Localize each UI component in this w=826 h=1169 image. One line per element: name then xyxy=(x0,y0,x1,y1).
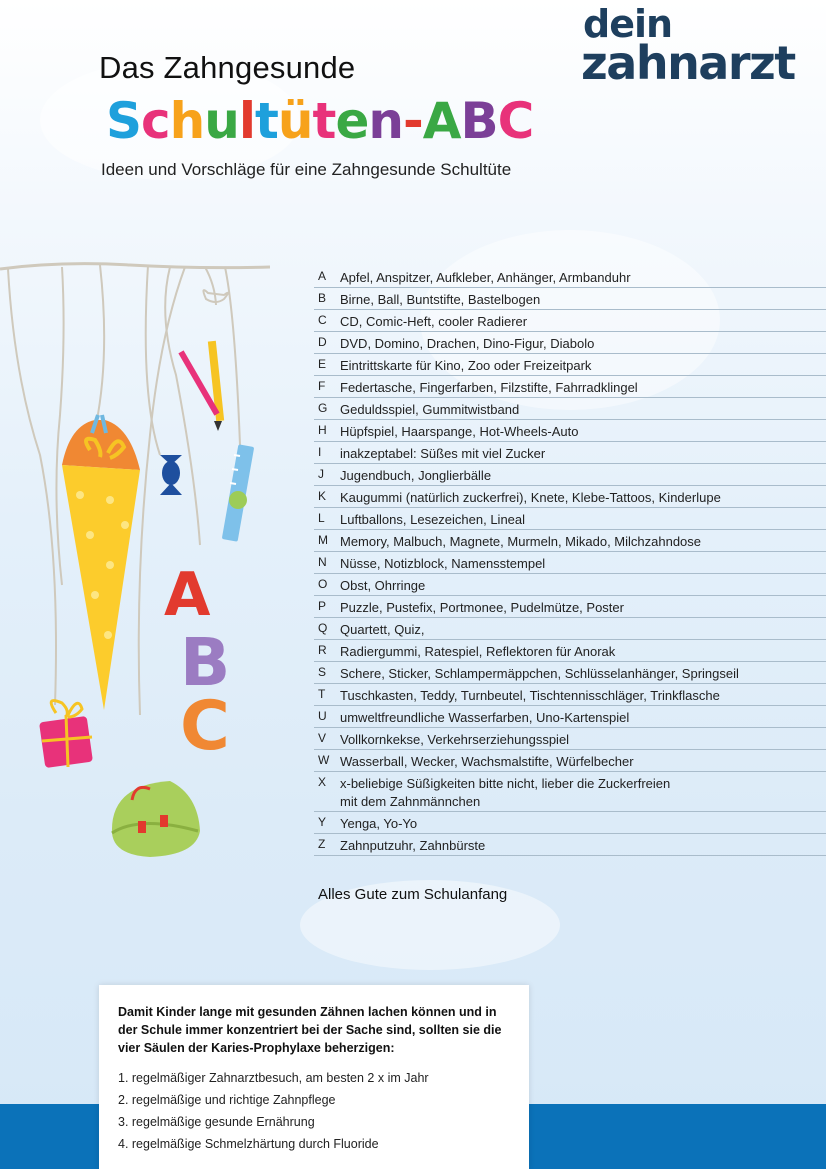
abc-text-line: Tuschkasten, Teddy, Turnbeutel, Tischtennisschläger, Trinkflasche xyxy=(340,688,720,703)
abc-row xyxy=(314,288,826,310)
title-letter: S xyxy=(106,92,142,150)
title-letter: l xyxy=(238,92,256,150)
abc-text-line: Kaugummi (natürlich zuckerfrei), Knete, Klebe-Tattoos, Kinderlupe xyxy=(340,490,721,505)
abc-text-line: Hüpfspiel, Haarspange, Hot-Wheels-Auto xyxy=(340,424,579,439)
title-letter: t xyxy=(255,92,278,150)
abc-text-line: Puzzle, Pustefix, Portmonee, Pudelmütze, Poster xyxy=(340,600,624,615)
abc-letter: P xyxy=(318,599,327,613)
prophylaxis-list xyxy=(118,1067,509,1155)
info-box xyxy=(99,985,529,1169)
abc-row xyxy=(314,834,826,856)
abc-row xyxy=(314,684,826,706)
abc-letter: W xyxy=(318,753,330,767)
deco-letter-c: C xyxy=(180,687,230,766)
abc-text xyxy=(340,555,826,573)
abc-row xyxy=(314,508,826,530)
prophylaxis-item: 1. regelmäßiger Zahnarztbesuch, am besten 2 x im Jahr xyxy=(118,1071,429,1085)
abc-letter: G xyxy=(318,401,328,415)
abc-letter: K xyxy=(318,489,327,503)
title-letter: C xyxy=(497,92,534,150)
abc-text xyxy=(340,599,826,617)
abc-letter: E xyxy=(318,357,327,371)
logo-line1: dein xyxy=(583,2,673,46)
abc-text xyxy=(340,837,826,855)
abc-text xyxy=(340,511,826,529)
abc-letter: T xyxy=(318,687,326,701)
abc-letter: O xyxy=(318,577,328,591)
abc-row xyxy=(314,420,826,442)
abc-letter: S xyxy=(318,665,327,679)
abc-text xyxy=(340,775,826,811)
candy-icon xyxy=(160,455,182,495)
abc-text-line: x-beliebige Süßigkeiten bitte nicht, lieber die Zuckerfreien xyxy=(340,776,671,791)
abc-letter: R xyxy=(318,643,327,657)
abc-text xyxy=(340,423,826,441)
title-letter: t xyxy=(312,92,336,150)
abc-text-line: Vollkornkekse, Verkehrserziehungsspiel xyxy=(340,732,570,747)
abc-letter: Y xyxy=(318,815,327,829)
page-title: Das Zahngesunde xyxy=(99,50,356,85)
abc-text xyxy=(340,467,826,485)
abc-text xyxy=(340,335,826,353)
title-letter: c xyxy=(141,92,170,150)
abc-letter: A xyxy=(318,269,327,283)
abc-text-line: CD, Comic-Heft, cooler Radierer xyxy=(340,314,528,329)
abc-letter: U xyxy=(318,709,327,723)
abc-text-line: Birne, Ball, Buntstifte, Bastelbogen xyxy=(340,292,541,307)
logo-line2: zahnarzt xyxy=(581,36,795,90)
abc-text xyxy=(340,687,826,705)
closing-text: Alles Gute zum Schulanfang xyxy=(318,886,508,903)
title-letter: - xyxy=(402,92,423,150)
abc-text-line: Apfel, Anspitzer, Aufkleber, Anhänger, Armbanduhr xyxy=(340,270,631,285)
title-letter: A xyxy=(422,92,461,150)
prophylaxis-item: 2. regelmäßige und richtige Zahnpflege xyxy=(118,1093,336,1107)
abc-text-line: Memory, Malbuch, Magnete, Murmeln, Mikado, Milchzahndose xyxy=(340,534,702,549)
abc-text-line: Geduldsspiel, Gummitwistband xyxy=(340,402,520,417)
title-letter: e xyxy=(335,92,369,150)
abc-text-line: mit dem Zahnmännchen xyxy=(340,794,481,809)
abc-row xyxy=(314,596,826,618)
abc-row xyxy=(314,552,826,574)
schooltuete-cone-icon xyxy=(62,415,140,710)
abc-text-line: Obst, Ohrringe xyxy=(340,578,426,593)
abc-list xyxy=(314,266,826,856)
abc-row xyxy=(314,310,826,332)
abc-row xyxy=(314,706,826,728)
abc-row xyxy=(314,464,826,486)
abc-letter: H xyxy=(318,423,327,437)
abc-row xyxy=(314,640,826,662)
prophylaxis-item: 4. regelmäßige Schmelzhärtung durch Fluoride xyxy=(118,1137,379,1151)
gift-icon xyxy=(39,701,93,769)
abc-letter: Q xyxy=(318,621,328,635)
abc-row xyxy=(314,772,826,812)
abc-text-line: umweltfreundliche Wasserfarben, Uno-Kartenspiel xyxy=(340,710,630,725)
ruler-icon xyxy=(222,444,254,541)
abc-letter: I xyxy=(318,445,322,459)
abc-text-line: Radiergummi, Ratespiel, Reflektoren für Anorak xyxy=(340,644,616,659)
abc-letter: N xyxy=(318,555,327,569)
title-letter: h xyxy=(169,92,205,150)
abc-row xyxy=(314,530,826,552)
title-letter: B xyxy=(460,92,498,150)
abc-row xyxy=(314,442,826,464)
abc-text xyxy=(340,489,826,507)
prophylaxis-item: 3. regelmäßige gesunde Ernährung xyxy=(118,1115,315,1129)
abc-text xyxy=(340,357,826,375)
abc-text-line: DVD, Domino, Drachen, Dino-Figur, Diabolo xyxy=(340,336,595,351)
abc-text-line: Yenga, Yo-Yo xyxy=(340,816,418,831)
brand-logo xyxy=(581,2,816,90)
abc-text xyxy=(340,445,826,463)
title-letter: u xyxy=(204,92,239,150)
abc-row xyxy=(314,332,826,354)
abc-text xyxy=(340,269,826,287)
abc-text-line: Luftballons, Lesezeichen, Lineal xyxy=(340,512,526,527)
title-letter: ü xyxy=(277,92,313,150)
abc-letter: M xyxy=(318,533,328,547)
abc-row xyxy=(314,574,826,596)
abc-row xyxy=(314,486,826,508)
page-title-rainbow xyxy=(106,92,533,150)
abc-row xyxy=(314,662,826,684)
abc-text xyxy=(340,577,826,595)
abc-row xyxy=(314,728,826,750)
info-intro: Damit Kinder lange mit gesunden Zähnen lachen können und in der Schule immer konzentriert bei der Sache sind, sollten sie die vier Säulen der Karies-Prophylaxe beherzigen: xyxy=(118,1005,502,1055)
abc-text xyxy=(340,709,826,727)
pencil-icon xyxy=(178,341,224,431)
abc-text xyxy=(340,291,826,309)
abc-text-line: Jugendbuch, Jonglierbälle xyxy=(340,468,492,483)
abc-text-line: Nüsse, Notizblock, Namensstempel xyxy=(340,556,546,571)
abc-text xyxy=(340,533,826,551)
abc-row xyxy=(314,750,826,772)
abc-text-line: Zahnputzuhr, Zahnbürste xyxy=(340,838,486,853)
abc-row xyxy=(314,266,826,288)
abc-letter: C xyxy=(318,313,327,327)
abc-letter: J xyxy=(318,467,324,481)
abc-row xyxy=(314,812,826,834)
abc-text-line: Quartett, Quiz, xyxy=(340,622,425,637)
abc-text xyxy=(340,401,826,419)
page-subtitle: Ideen und Vorschläge für eine Zahngesunde Schultüte xyxy=(101,160,512,179)
abc-text xyxy=(340,753,826,771)
abc-text-line: inakzeptabel: Süßes mit viel Zucker xyxy=(340,446,546,461)
abc-letter: L xyxy=(318,511,325,525)
deco-letter-a: A xyxy=(164,560,211,630)
abc-letter: F xyxy=(318,379,326,393)
abc-text xyxy=(340,815,826,833)
title-letter: n xyxy=(368,92,403,150)
abc-text-line: Schere, Sticker, Schlampermäppchen, Schlüsselanhänger, Springseil xyxy=(340,666,739,681)
deco-letter-b: B xyxy=(180,624,231,701)
abc-text xyxy=(340,621,826,639)
abc-letter: X xyxy=(318,775,327,789)
abc-row xyxy=(314,398,826,420)
abc-row xyxy=(314,376,826,398)
school-bag-icon xyxy=(112,781,200,857)
abc-letter: V xyxy=(318,731,327,745)
abc-text xyxy=(340,379,826,397)
abc-letter: D xyxy=(318,335,327,349)
abc-text xyxy=(340,731,826,749)
abc-letter: B xyxy=(318,291,327,305)
abc-row xyxy=(314,354,826,376)
schooltuete-illustration xyxy=(0,255,280,875)
abc-text-line: Wasserball, Wecker, Wachsmalstifte, Würfelbecher xyxy=(340,754,634,769)
abc-text xyxy=(340,665,826,683)
abc-row xyxy=(314,618,826,640)
abc-letter: Z xyxy=(318,837,326,851)
abc-text xyxy=(340,643,826,661)
abc-text-line: Eintrittskarte für Kino, Zoo oder Freizeitpark xyxy=(340,358,592,373)
abc-text-line: Federtasche, Fingerfarben, Filzstifte, Fahrradklingel xyxy=(340,380,638,395)
abc-text xyxy=(340,313,826,331)
